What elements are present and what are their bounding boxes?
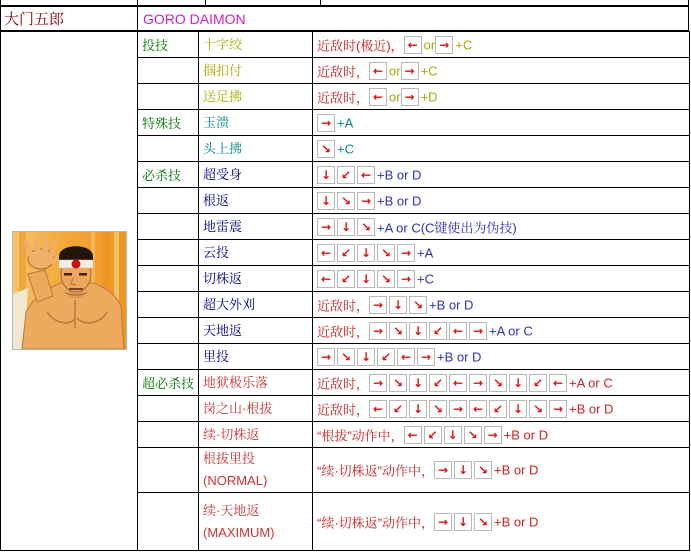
move-name-cell <box>199 32 313 58</box>
direction-arrow-icon: ↓ <box>509 400 527 418</box>
direction-arrow-icon: ↓ <box>409 322 427 340</box>
direction-arrow-icon: ↓ <box>454 513 472 531</box>
direction-arrow-icon: → <box>434 513 452 531</box>
move-name-line: 玉溃 <box>203 114 230 130</box>
command-text: “续·切株返”动作中， <box>317 463 434 479</box>
command-text: +B or D <box>569 401 614 416</box>
direction-arrow-icon: ↙ <box>337 270 355 288</box>
command-text: +A or C(C键使出为伪技) <box>377 220 517 235</box>
direction-arrow-icon: → <box>435 36 453 54</box>
command-text: +B or D <box>437 349 482 364</box>
category-cell <box>138 84 199 110</box>
move-name-cell <box>199 110 313 136</box>
direction-arrow-icon: ↘ <box>377 244 395 262</box>
direction-arrow-icon: ← <box>317 270 335 288</box>
character-header <box>0 7 689 31</box>
command-text: or <box>389 63 401 78</box>
command-cell <box>313 58 690 84</box>
move-name-cell <box>199 240 313 266</box>
category-cell: 必杀技 <box>138 162 199 188</box>
command-cell <box>313 344 690 370</box>
direction-arrow-icon: → <box>369 374 387 392</box>
direction-arrow-icon: ↓ <box>409 374 427 392</box>
direction-arrow-icon: → <box>449 400 467 418</box>
category-cell <box>138 448 199 493</box>
direction-arrow-icon: ↘ <box>317 140 335 158</box>
command-text: or <box>389 89 401 104</box>
move-name-cell <box>199 214 313 240</box>
direction-arrow-icon: ← <box>397 348 415 366</box>
category-cell <box>138 396 199 422</box>
command-text: +B or D <box>377 167 422 182</box>
move-name-cell <box>199 370 313 396</box>
direction-arrow-icon: ↘ <box>529 400 547 418</box>
move-name-line: 续·切株返 <box>203 426 260 442</box>
command-text: +A or C <box>489 323 533 338</box>
direction-arrow-icon: ↘ <box>377 270 395 288</box>
command-cell <box>313 110 690 136</box>
command-text: +C <box>337 141 354 156</box>
direction-arrow-icon: → <box>317 114 335 132</box>
command-cell <box>313 396 690 422</box>
command-cell <box>313 214 690 240</box>
direction-arrow-icon: ← <box>317 244 335 262</box>
category-cell <box>138 188 199 214</box>
category-cell <box>138 493 199 551</box>
direction-arrow-icon: ↘ <box>409 296 427 314</box>
command-text: +B or D <box>377 193 422 208</box>
character-portrait <box>12 231 127 350</box>
direction-arrow-icon: → <box>401 62 419 80</box>
move-name-cell <box>199 84 313 110</box>
direction-arrow-icon: ↙ <box>337 244 355 262</box>
move-name-line: 十字绞 <box>203 36 243 52</box>
command-text: 近敌时(极近)， <box>317 38 404 53</box>
direction-arrow-icon: ← <box>469 400 487 418</box>
direction-arrow-icon: ↙ <box>337 166 355 184</box>
direction-arrow-icon: ↙ <box>424 426 442 444</box>
category-cell <box>138 136 199 162</box>
move-name-line: (NORMAL) <box>203 473 268 488</box>
direction-arrow-icon: ↓ <box>317 166 335 184</box>
command-cell <box>313 422 690 448</box>
direction-arrow-icon: ↘ <box>474 513 492 531</box>
direction-arrow-icon: → <box>401 88 419 106</box>
command-cell <box>313 292 690 318</box>
direction-arrow-icon: → <box>317 348 335 366</box>
command-cell <box>313 84 690 110</box>
direction-arrow-icon: ↓ <box>337 218 355 236</box>
move-name-cell <box>199 162 313 188</box>
direction-arrow-icon: ↙ <box>389 400 407 418</box>
direction-arrow-icon: ↓ <box>357 348 375 366</box>
move-table-body <box>1 32 690 551</box>
command-text: +B or D <box>503 427 549 442</box>
move-name-cell <box>199 58 313 84</box>
category-cell <box>138 422 199 448</box>
move-table <box>0 31 690 551</box>
direction-arrow-icon: → <box>469 322 487 340</box>
category-cell <box>138 240 199 266</box>
command-text: +D <box>420 89 438 104</box>
move-name-line: 送足拂 <box>203 88 243 104</box>
direction-arrow-icon: → <box>484 426 502 444</box>
direction-arrow-icon: ← <box>369 62 387 80</box>
command-text: 近敌时， <box>317 90 370 105</box>
command-cell <box>313 318 690 344</box>
direction-arrow-icon: ↓ <box>444 426 462 444</box>
move-name-cell <box>199 292 313 318</box>
command-text: +B or D <box>494 514 539 529</box>
direction-arrow-icon: ↓ <box>389 296 407 314</box>
direction-arrow-icon: ↓ <box>357 270 375 288</box>
direction-arrow-icon: ↓ <box>454 461 472 479</box>
move-row <box>1 32 690 58</box>
command-text: 近敌时， <box>317 64 370 79</box>
direction-arrow-icon: ↘ <box>474 461 492 479</box>
category-cell: 特殊技 <box>138 110 199 136</box>
move-name-line: 掴扣付 <box>203 62 243 78</box>
command-text: “续·切株返”动作中， <box>317 515 434 530</box>
command-text: 近敌时， <box>317 376 370 391</box>
move-name-line: 天地返 <box>203 322 243 338</box>
character-name-en: GORO DAIMON <box>143 10 246 27</box>
direction-arrow-icon: ↘ <box>337 192 355 210</box>
command-cell <box>313 162 690 188</box>
category-cell: 投技 <box>138 32 199 58</box>
category-cell: 超必杀技 <box>138 370 199 396</box>
direction-arrow-icon: → <box>369 322 387 340</box>
category-cell <box>138 292 199 318</box>
command-text: 近敌时， <box>317 324 370 339</box>
command-text: +C <box>417 271 434 286</box>
command-cell <box>313 188 690 214</box>
direction-arrow-icon: → <box>357 192 375 210</box>
direction-arrow-icon: ↙ <box>429 374 447 392</box>
direction-arrow-icon: ↓ <box>317 192 335 210</box>
direction-arrow-icon: → <box>317 218 335 236</box>
move-name-cell <box>199 318 313 344</box>
command-text: +A or C <box>569 375 613 390</box>
command-text: +B or D <box>429 297 474 312</box>
previous-table-edge <box>0 0 689 7</box>
move-name-line: 切株返 <box>203 270 243 286</box>
direction-arrow-icon: ↘ <box>429 400 447 418</box>
direction-arrow-icon: ↘ <box>337 348 355 366</box>
direction-arrow-icon: ↙ <box>377 348 395 366</box>
command-cell <box>313 32 690 58</box>
direction-arrow-icon: ↓ <box>357 244 375 262</box>
command-text: +C <box>455 37 473 52</box>
direction-arrow-icon: ↙ <box>529 374 547 392</box>
direction-arrow-icon: → <box>417 348 435 366</box>
move-name-line: 云投 <box>203 244 230 260</box>
move-name-line: 根返 <box>203 192 230 208</box>
move-name-cell <box>199 266 313 292</box>
category-cell <box>138 266 199 292</box>
move-name-cell <box>199 448 313 493</box>
direction-arrow-icon: ← <box>369 88 387 106</box>
command-cell <box>313 136 690 162</box>
command-text: +B or D <box>494 462 539 478</box>
direction-arrow-icon: → <box>549 400 567 418</box>
direction-arrow-icon: → <box>434 461 452 479</box>
move-name-line: 地雷震 <box>203 218 243 234</box>
move-name-cell <box>199 422 313 448</box>
character-name-cn: 大门五郎 <box>1 7 138 30</box>
direction-arrow-icon: → <box>397 244 415 262</box>
direction-arrow-icon: → <box>397 270 415 288</box>
move-name-cell <box>199 396 313 422</box>
move-name-cell <box>199 344 313 370</box>
move-name-line: 续·天地返 <box>203 502 260 518</box>
command-text: +A <box>337 115 354 130</box>
command-cell <box>313 370 690 396</box>
category-cell <box>138 318 199 344</box>
direction-arrow-icon: ↘ <box>464 426 482 444</box>
direction-arrow-icon: ← <box>404 36 422 54</box>
direction-arrow-icon: ← <box>449 374 467 392</box>
move-name-cell <box>199 188 313 214</box>
direction-arrow-icon: ↘ <box>357 218 375 236</box>
move-name-cell <box>199 493 313 551</box>
command-text: or <box>423 37 436 52</box>
direction-arrow-icon: ← <box>449 322 467 340</box>
direction-arrow-icon: ← <box>357 166 375 184</box>
command-text: “根拔”动作中， <box>317 428 404 443</box>
direction-arrow-icon: ↘ <box>489 374 507 392</box>
direction-arrow-icon: ↙ <box>429 322 447 340</box>
category-cell <box>138 58 199 84</box>
direction-arrow-icon: ↙ <box>489 400 507 418</box>
command-text: 近敌时， <box>317 402 370 417</box>
move-name-line: (MAXIMUM) <box>203 524 275 540</box>
move-name-line: 头上拂 <box>203 140 243 156</box>
move-name-line: 根拔里投 <box>203 451 256 466</box>
move-name-line: 地狱极乐落 <box>203 374 269 390</box>
move-name-line: 超受身 <box>203 166 243 182</box>
direction-arrow-icon: ↓ <box>509 374 527 392</box>
direction-arrow-icon: ↘ <box>389 322 407 340</box>
direction-arrow-icon: → <box>469 374 487 392</box>
category-cell <box>138 344 199 370</box>
direction-arrow-icon: ↘ <box>389 374 407 392</box>
command-text: 近敌时， <box>317 298 370 313</box>
direction-arrow-icon: ← <box>549 374 567 392</box>
move-name-line: 里投 <box>203 348 230 364</box>
direction-arrow-icon: → <box>369 296 387 314</box>
move-name-cell <box>199 136 313 162</box>
command-cell <box>313 266 690 292</box>
move-name-line: 岗之山·根拔 <box>203 400 273 416</box>
command-cell <box>313 240 690 266</box>
category-cell <box>138 214 199 240</box>
command-cell <box>313 493 690 551</box>
command-cell <box>313 448 690 493</box>
goro-daimon-portrait-image <box>13 232 126 349</box>
direction-arrow-icon: ← <box>369 400 387 418</box>
direction-arrow-icon: ← <box>404 426 422 444</box>
portrait-cell <box>1 32 138 551</box>
command-text: +C <box>420 63 438 78</box>
move-name-line: 超大外刈 <box>203 296 256 312</box>
direction-arrow-icon: ↓ <box>409 400 427 418</box>
command-text: +A <box>417 245 434 260</box>
